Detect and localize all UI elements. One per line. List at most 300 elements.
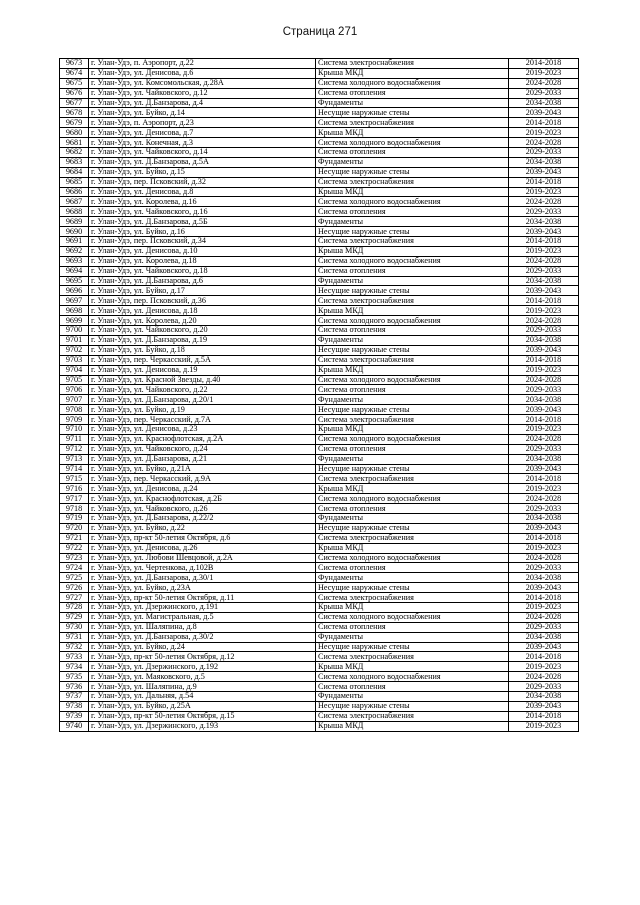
repair-period-cell: 2019-2023 (509, 246, 579, 256)
record-number-cell: 9692 (60, 246, 89, 256)
repair-period-cell: 2039-2043 (509, 464, 579, 474)
address-cell: г. Улан-Удэ, ул. Королева, д.18 (89, 256, 316, 266)
building-system-cell: Несущие наружные стены (316, 345, 509, 355)
repair-period-cell: 2034-2038 (509, 217, 579, 227)
repair-period-cell: 2029-2033 (509, 504, 579, 514)
address-cell: г. Улан-Удэ, пр-кт 50-летия Октября, д.12 (89, 652, 316, 662)
repair-period-cell: 2034-2038 (509, 395, 579, 405)
building-system-cell: Крыша МКД (316, 424, 509, 434)
building-system-cell: Система электроснабжения (316, 237, 509, 247)
table-row (60, 227, 579, 237)
table-row (60, 246, 579, 256)
building-system-cell: Система отопления (316, 385, 509, 395)
table-row (60, 306, 579, 316)
building-system-cell: Несущие наружные стены (316, 583, 509, 593)
repair-period-cell: 2034-2038 (509, 335, 579, 345)
address-cell: г. Улан-Удэ, ул. Денисова, д.18 (89, 306, 316, 316)
table-row (60, 513, 579, 523)
record-number-cell: 9718 (60, 504, 89, 514)
repair-period-cell: 2029-2033 (509, 266, 579, 276)
record-number-cell: 9719 (60, 513, 89, 523)
repair-period-cell: 2039-2043 (509, 108, 579, 118)
building-system-cell: Крыша МКД (316, 662, 509, 672)
record-number-cell: 9729 (60, 612, 89, 622)
building-system-cell: Система холодного водоснабжения (316, 434, 509, 444)
building-system-cell: Система электроснабжения (316, 296, 509, 306)
table-row (60, 632, 579, 642)
record-number-cell: 9723 (60, 553, 89, 563)
repair-period-cell: 2029-2033 (509, 148, 579, 158)
address-cell: г. Улан-Удэ, пр-кт 50-летия Октября, д.15 (89, 711, 316, 721)
address-cell: г. Улан-Удэ, ул. Д.Банзарова, д.4 (89, 98, 316, 108)
address-cell: г. Улан-Удэ, ул. Денисова, д.6 (89, 68, 316, 78)
building-system-cell: Фундаменты (316, 513, 509, 523)
repair-period-cell: 2019-2023 (509, 543, 579, 553)
record-number-cell: 9674 (60, 68, 89, 78)
table-row (60, 148, 579, 158)
address-cell: г. Улан-Удэ, ул. Шаляпина, д.9 (89, 682, 316, 692)
address-cell: г. Улан-Удэ, ул. Краснофлотская, д.2Б (89, 494, 316, 504)
record-number-cell: 9713 (60, 454, 89, 464)
record-number-cell: 9714 (60, 464, 89, 474)
record-number-cell: 9736 (60, 682, 89, 692)
table-row (60, 444, 579, 454)
address-cell: г. Улан-Удэ, ул. Дзержинского, д.193 (89, 721, 316, 731)
table-row (60, 721, 579, 731)
record-number-cell: 9724 (60, 563, 89, 573)
table-row (60, 701, 579, 711)
building-system-cell: Крыша МКД (316, 484, 509, 494)
records-table-body (60, 59, 579, 732)
repair-period-cell: 2024-2028 (509, 316, 579, 326)
building-system-cell: Система холодного водоснабжения (316, 375, 509, 385)
record-number-cell: 9688 (60, 207, 89, 217)
table-row (60, 533, 579, 543)
record-number-cell: 9683 (60, 157, 89, 167)
table-row (60, 563, 579, 573)
record-number-cell: 9696 (60, 286, 89, 296)
building-system-cell: Крыша МКД (316, 68, 509, 78)
address-cell: г. Улан-Удэ, пер. Псковский, д.34 (89, 237, 316, 247)
building-system-cell: Система отопления (316, 622, 509, 632)
table-row (60, 553, 579, 563)
repair-period-cell: 2029-2033 (509, 88, 579, 98)
repair-period-cell: 2024-2028 (509, 553, 579, 563)
table-row (60, 108, 579, 118)
record-number-cell: 9677 (60, 98, 89, 108)
building-system-cell: Система холодного водоснабжения (316, 138, 509, 148)
repair-period-cell: 2019-2023 (509, 306, 579, 316)
building-system-cell: Система холодного водоснабжения (316, 197, 509, 207)
repair-period-cell: 2034-2038 (509, 454, 579, 464)
building-system-cell: Крыша МКД (316, 306, 509, 316)
repair-period-cell: 2019-2023 (509, 721, 579, 731)
record-number-cell: 9732 (60, 642, 89, 652)
address-cell: г. Улан-Удэ, ул. Д.Банзарова, д.30/2 (89, 632, 316, 642)
record-number-cell: 9738 (60, 701, 89, 711)
table-row (60, 157, 579, 167)
building-system-cell: Система электроснабжения (316, 593, 509, 603)
record-number-cell: 9690 (60, 227, 89, 237)
building-system-cell: Система холодного водоснабжения (316, 256, 509, 266)
repair-period-cell: 2034-2038 (509, 632, 579, 642)
record-number-cell: 9699 (60, 316, 89, 326)
address-cell: г. Улан-Удэ, ул. Маяковского, д.5 (89, 672, 316, 682)
building-system-cell: Несущие наружные стены (316, 701, 509, 711)
building-system-cell: Крыша МКД (316, 543, 509, 553)
address-cell: г. Улан-Удэ, ул. Д.Банзарова, д.30/1 (89, 573, 316, 583)
building-system-cell: Система отопления (316, 682, 509, 692)
table-row (60, 395, 579, 405)
repair-period-cell: 2029-2033 (509, 385, 579, 395)
address-cell: г. Улан-Удэ, ул. Денисова, д.24 (89, 484, 316, 494)
building-system-cell: Система холодного водоснабжения (316, 612, 509, 622)
building-system-cell: Система отопления (316, 326, 509, 336)
table-row (60, 335, 579, 345)
table-row (60, 652, 579, 662)
table-row (60, 365, 579, 375)
building-system-cell: Фундаменты (316, 573, 509, 583)
record-number-cell: 9698 (60, 306, 89, 316)
table-row (60, 316, 579, 326)
address-cell: г. Улан-Удэ, ул. Денисова, д.19 (89, 365, 316, 375)
table-row (60, 375, 579, 385)
table-row (60, 326, 579, 336)
table-row (60, 573, 579, 583)
record-number-cell: 9735 (60, 672, 89, 682)
address-cell: г. Улан-Удэ, пер. Черкасский, д.7А (89, 415, 316, 425)
record-number-cell: 9706 (60, 385, 89, 395)
building-system-cell: Система электроснабжения (316, 652, 509, 662)
record-number-cell: 9702 (60, 345, 89, 355)
table-row (60, 217, 579, 227)
record-number-cell: 9694 (60, 266, 89, 276)
repair-period-cell: 2024-2028 (509, 612, 579, 622)
building-system-cell: Система отопления (316, 563, 509, 573)
building-system-cell: Система электроснабжения (316, 59, 509, 69)
table-row (60, 385, 579, 395)
repair-period-cell: 2024-2028 (509, 256, 579, 266)
table-row (60, 474, 579, 484)
table-row (60, 128, 579, 138)
building-system-cell: Крыша МКД (316, 602, 509, 612)
building-system-cell: Система электроснабжения (316, 533, 509, 543)
records-table (59, 58, 579, 732)
building-system-cell: Фундаменты (316, 276, 509, 286)
record-number-cell: 9701 (60, 335, 89, 345)
address-cell: г. Улан-Удэ, ул. Шаляпина, д.8 (89, 622, 316, 632)
repair-period-cell: 2039-2043 (509, 345, 579, 355)
record-number-cell: 9730 (60, 622, 89, 632)
address-cell: г. Улан-Удэ, ул. Чайковского, д.26 (89, 504, 316, 514)
address-cell: г. Улан-Удэ, ул. Красной Звезды, д.40 (89, 375, 316, 385)
address-cell: г. Улан-Удэ, ул. Чайковского, д.20 (89, 326, 316, 336)
repair-period-cell: 2019-2023 (509, 187, 579, 197)
address-cell: г. Улан-Удэ, ул. Денисова, д.8 (89, 187, 316, 197)
address-cell: г. Улан-Удэ, ул. Буйко, д.17 (89, 286, 316, 296)
table-row (60, 464, 579, 474)
address-cell: г. Улан-Удэ, ул. Буйко, д.22 (89, 523, 316, 533)
table-row (60, 167, 579, 177)
address-cell: г. Улан-Удэ, ул. Краснофлотская, д.2А (89, 434, 316, 444)
record-number-cell: 9681 (60, 138, 89, 148)
record-number-cell: 9720 (60, 523, 89, 533)
repair-period-cell: 2019-2023 (509, 424, 579, 434)
address-cell: г. Улан-Удэ, ул. Буйко, д.19 (89, 405, 316, 415)
repair-period-cell: 2014-2018 (509, 118, 579, 128)
address-cell: г. Улан-Удэ, ул. Магистральная, д.5 (89, 612, 316, 622)
record-number-cell: 9673 (60, 59, 89, 69)
building-system-cell: Фундаменты (316, 98, 509, 108)
address-cell: г. Улан-Удэ, пер. Псковский, д.32 (89, 177, 316, 187)
repair-period-cell: 2029-2033 (509, 622, 579, 632)
repair-period-cell: 2039-2043 (509, 642, 579, 652)
record-number-cell: 9715 (60, 474, 89, 484)
record-number-cell: 9733 (60, 652, 89, 662)
address-cell: г. Улан-Удэ, ул. Любови Шевцовой, д.2А (89, 553, 316, 563)
repair-period-cell: 2024-2028 (509, 434, 579, 444)
repair-period-cell: 2039-2043 (509, 286, 579, 296)
building-system-cell: Система электроснабжения (316, 711, 509, 721)
table-row (60, 355, 579, 365)
building-system-cell: Крыша МКД (316, 128, 509, 138)
record-number-cell: 9685 (60, 177, 89, 187)
address-cell: г. Улан-Удэ, ул. Королева, д.16 (89, 197, 316, 207)
repair-period-cell: 2014-2018 (509, 474, 579, 484)
address-cell: г. Улан-Удэ, ул. Денисова, д.7 (89, 128, 316, 138)
address-cell: г. Улан-Удэ, пер. Черкасский, д.5А (89, 355, 316, 365)
repair-period-cell: 2039-2043 (509, 583, 579, 593)
repair-period-cell: 2029-2033 (509, 563, 579, 573)
table-row (60, 98, 579, 108)
repair-period-cell: 2024-2028 (509, 138, 579, 148)
building-system-cell: Несущие наружные стены (316, 286, 509, 296)
repair-period-cell: 2014-2018 (509, 355, 579, 365)
address-cell: г. Улан-Удэ, ул. Д.Банзарова, д.20/1 (89, 395, 316, 405)
record-number-cell: 9691 (60, 237, 89, 247)
repair-period-cell: 2034-2038 (509, 157, 579, 167)
repair-period-cell: 2039-2043 (509, 701, 579, 711)
building-system-cell: Крыша МКД (316, 721, 509, 731)
record-number-cell: 9709 (60, 415, 89, 425)
record-number-cell: 9687 (60, 197, 89, 207)
table-row (60, 405, 579, 415)
building-system-cell: Несущие наружные стены (316, 405, 509, 415)
address-cell: г. Улан-Удэ, п. Аэропорт, д.22 (89, 59, 316, 69)
record-number-cell: 9682 (60, 148, 89, 158)
record-number-cell: 9721 (60, 533, 89, 543)
record-number-cell: 9708 (60, 405, 89, 415)
address-cell: г. Улан-Удэ, пр-кт 50-летия Октября, д.11 (89, 593, 316, 603)
record-number-cell: 9676 (60, 88, 89, 98)
record-number-cell: 9689 (60, 217, 89, 227)
building-system-cell: Фундаменты (316, 157, 509, 167)
address-cell: г. Улан-Удэ, ул. Д.Банзарова, д.19 (89, 335, 316, 345)
record-number-cell: 9739 (60, 711, 89, 721)
record-number-cell: 9679 (60, 118, 89, 128)
record-number-cell: 9695 (60, 276, 89, 286)
building-system-cell: Система холодного водоснабжения (316, 78, 509, 88)
table-row (60, 484, 579, 494)
repair-period-cell: 2039-2043 (509, 405, 579, 415)
table-row (60, 593, 579, 603)
building-system-cell: Несущие наружные стены (316, 464, 509, 474)
record-number-cell: 9731 (60, 632, 89, 642)
repair-period-cell: 2024-2028 (509, 494, 579, 504)
table-row (60, 642, 579, 652)
building-system-cell: Фундаменты (316, 454, 509, 464)
table-row (60, 276, 579, 286)
building-system-cell: Крыша МКД (316, 187, 509, 197)
building-system-cell: Система отопления (316, 266, 509, 276)
table-row (60, 504, 579, 514)
record-number-cell: 9675 (60, 78, 89, 88)
table-row (60, 345, 579, 355)
repair-period-cell: 2019-2023 (509, 128, 579, 138)
repair-period-cell: 2019-2023 (509, 662, 579, 672)
building-system-cell: Фундаменты (316, 692, 509, 702)
building-system-cell: Фундаменты (316, 335, 509, 345)
building-system-cell: Система электроснабжения (316, 118, 509, 128)
record-number-cell: 9703 (60, 355, 89, 365)
table-row (60, 523, 579, 533)
building-system-cell: Несущие наружные стены (316, 108, 509, 118)
address-cell: г. Улан-Удэ, ул. Д.Банзарова, д.6 (89, 276, 316, 286)
building-system-cell: Несущие наружные стены (316, 167, 509, 177)
repair-period-cell: 2014-2018 (509, 593, 579, 603)
address-cell: г. Улан-Удэ, ул. Д.Банзарова, д.21 (89, 454, 316, 464)
building-system-cell: Система холодного водоснабжения (316, 672, 509, 682)
address-cell: г. Улан-Удэ, ул. Чайковского, д.16 (89, 207, 316, 217)
repair-period-cell: 2039-2043 (509, 227, 579, 237)
repair-period-cell: 2024-2028 (509, 375, 579, 385)
record-number-cell: 9680 (60, 128, 89, 138)
table-row (60, 612, 579, 622)
record-number-cell: 9725 (60, 573, 89, 583)
table-row (60, 197, 579, 207)
building-system-cell: Несущие наружные стены (316, 227, 509, 237)
record-number-cell: 9700 (60, 326, 89, 336)
record-number-cell: 9740 (60, 721, 89, 731)
table-row (60, 187, 579, 197)
table-row (60, 266, 579, 276)
record-number-cell: 9716 (60, 484, 89, 494)
building-system-cell: Система отопления (316, 504, 509, 514)
address-cell: г. Улан-Удэ, пер. Псковский, д.36 (89, 296, 316, 306)
table-row (60, 711, 579, 721)
record-number-cell: 9722 (60, 543, 89, 553)
table-row (60, 78, 579, 88)
address-cell: г. Улан-Удэ, ул. Буйко, д.23А (89, 583, 316, 593)
building-system-cell: Фундаменты (316, 395, 509, 405)
repair-period-cell: 2019-2023 (509, 68, 579, 78)
address-cell: г. Улан-Удэ, ул. Дальняя, д.54 (89, 692, 316, 702)
table-row (60, 494, 579, 504)
address-cell: г. Улан-Удэ, ул. Королева, д.20 (89, 316, 316, 326)
address-cell: г. Улан-Удэ, ул. Денисова, д.23 (89, 424, 316, 434)
repair-period-cell: 2014-2018 (509, 652, 579, 662)
repair-period-cell: 2014-2018 (509, 59, 579, 69)
table-row (60, 118, 579, 128)
building-system-cell: Система холодного водоснабжения (316, 553, 509, 563)
address-cell: г. Улан-Удэ, пр-кт 50-летия Октября, д.6 (89, 533, 316, 543)
table-row (60, 177, 579, 187)
address-cell: г. Улан-Удэ, ул. Буйко, д.21А (89, 464, 316, 474)
address-cell: г. Улан-Удэ, ул. Д.Банзарова, д.5А (89, 157, 316, 167)
building-system-cell: Система отопления (316, 444, 509, 454)
record-number-cell: 9707 (60, 395, 89, 405)
building-system-cell: Крыша МКД (316, 365, 509, 375)
address-cell: г. Улан-Удэ, ул. Чайковского, д.22 (89, 385, 316, 395)
building-system-cell: Система отопления (316, 148, 509, 158)
building-system-cell: Система электроснабжения (316, 474, 509, 484)
table-row (60, 434, 579, 444)
record-number-cell: 9697 (60, 296, 89, 306)
building-system-cell: Крыша МКД (316, 246, 509, 256)
table-row (60, 207, 579, 217)
repair-period-cell: 2029-2033 (509, 207, 579, 217)
building-system-cell: Система электроснабжения (316, 177, 509, 187)
address-cell: г. Улан-Удэ, ул. Чайковского, д.18 (89, 266, 316, 276)
table-row (60, 682, 579, 692)
repair-period-cell: 2014-2018 (509, 533, 579, 543)
page-title: Страница 271 (282, 26, 358, 38)
record-number-cell: 9704 (60, 365, 89, 375)
table-row (60, 602, 579, 612)
repair-period-cell: 2039-2043 (509, 523, 579, 533)
repair-period-cell: 2019-2023 (509, 484, 579, 494)
repair-period-cell: 2014-2018 (509, 415, 579, 425)
address-cell: г. Улан-Удэ, ул. Чайковского, д.14 (89, 148, 316, 158)
building-system-cell: Система электроснабжения (316, 415, 509, 425)
table-row (60, 672, 579, 682)
repair-period-cell: 2014-2018 (509, 711, 579, 721)
record-number-cell: 9717 (60, 494, 89, 504)
address-cell: г. Улан-Удэ, пер. Черкасский, д.9А (89, 474, 316, 484)
record-number-cell: 9727 (60, 593, 89, 603)
table-row (60, 296, 579, 306)
building-system-cell: Несущие наружные стены (316, 642, 509, 652)
record-number-cell: 9705 (60, 375, 89, 385)
building-system-cell: Фундаменты (316, 632, 509, 642)
repair-period-cell: 2014-2018 (509, 177, 579, 187)
address-cell: г. Улан-Удэ, ул. Буйко, д.16 (89, 227, 316, 237)
table-row (60, 543, 579, 553)
repair-period-cell: 2034-2038 (509, 573, 579, 583)
record-number-cell: 9734 (60, 662, 89, 672)
record-number-cell: 9726 (60, 583, 89, 593)
record-number-cell: 9693 (60, 256, 89, 266)
repair-period-cell: 2034-2038 (509, 513, 579, 523)
repair-period-cell: 2014-2018 (509, 237, 579, 247)
building-system-cell: Несущие наружные стены (316, 523, 509, 533)
repair-period-cell: 2029-2033 (509, 326, 579, 336)
repair-period-cell: 2029-2033 (509, 682, 579, 692)
address-cell: г. Улан-Удэ, ул. Дзержинского, д.192 (89, 662, 316, 672)
table-row (60, 286, 579, 296)
repair-period-cell: 2034-2038 (509, 98, 579, 108)
repair-period-cell: 2029-2033 (509, 444, 579, 454)
record-number-cell: 9686 (60, 187, 89, 197)
table-row (60, 692, 579, 702)
record-number-cell: 9684 (60, 167, 89, 177)
address-cell: г. Улан-Удэ, п. Аэропорт, д.23 (89, 118, 316, 128)
address-cell: г. Улан-Удэ, ул. Буйко, д.18 (89, 345, 316, 355)
address-cell: г. Улан-Удэ, ул. Д.Банзарова, д.5Б (89, 217, 316, 227)
address-cell: г. Улан-Удэ, ул. Буйко, д.15 (89, 167, 316, 177)
repair-period-cell: 2034-2038 (509, 276, 579, 286)
table-row (60, 68, 579, 78)
